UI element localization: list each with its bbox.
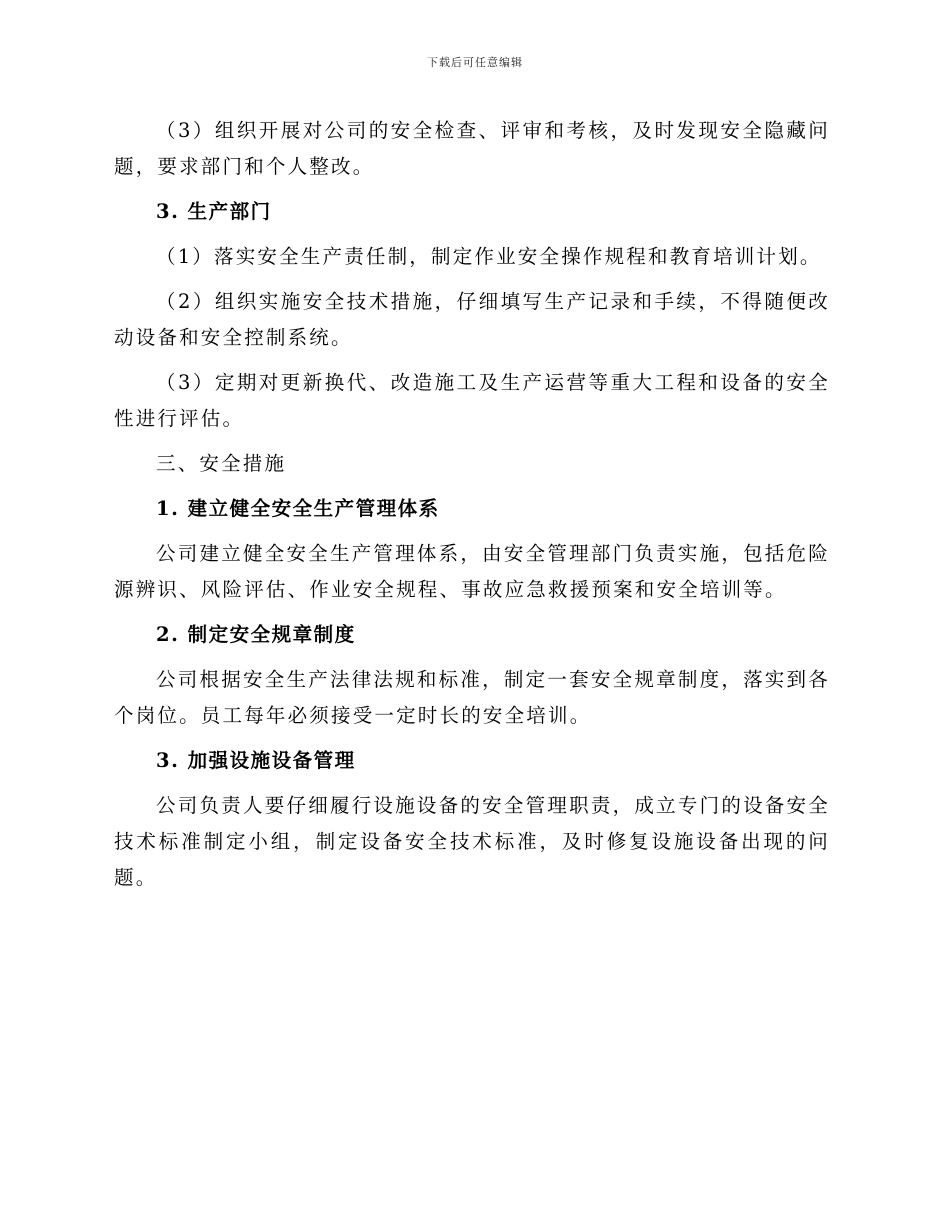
paragraph-equipment-management: 公司负责人要仔细履行设施设备的安全管理职责，成立专门的设备安全技术标准制定小组，制定设备安全技术标准，及时修复设施设备出现的问题。 bbox=[114, 794, 830, 889]
section-heading-safety-measures: 三、安全措施 bbox=[156, 452, 287, 475]
paragraph-regulations: 公司根据安全生产法律法规和标准，制定一套安全规章制度，落实到各个岗位。员工每年必须接受一定时长的安全培训。 bbox=[114, 668, 830, 727]
paragraph-responsibility: （1）落实安全生产责任制，制定作业安全操作规程和教育培训计划。 bbox=[156, 245, 822, 268]
heading-production-dept: 3. 生产部门 bbox=[156, 200, 272, 223]
paragraph-management-system: 公司建立健全安全生产管理体系，由安全管理部门负责实施，包括危险源辨识、风险评估、作业安全规程、事故应急救援预案和安全培训等。 bbox=[114, 542, 830, 601]
paragraph-inspection: （3）组织开展对公司的安全检查、评审和考核，及时发现安全隐藏问题，要求部门和个人整改。 bbox=[114, 119, 830, 178]
paragraph-technical-measures: （2）组织实施安全技术措施，仔细填写生产记录和手续，不得随便改动设备和安全控制系统。 bbox=[114, 290, 830, 349]
page-header: 下载后可任意编辑 bbox=[427, 56, 523, 69]
heading-regulations: 2. 制定安全规章制度 bbox=[156, 623, 356, 646]
heading-equipment-management: 3. 加强设施设备管理 bbox=[156, 749, 356, 772]
document-body bbox=[114, 113, 830, 905]
paragraph-evaluation: （3）定期对更新换代、改造施工及生产运营等重大工程和设备的安全性进行评估。 bbox=[114, 371, 830, 430]
heading-management-system: 1. 建立健全安全生产管理体系 bbox=[156, 497, 440, 520]
